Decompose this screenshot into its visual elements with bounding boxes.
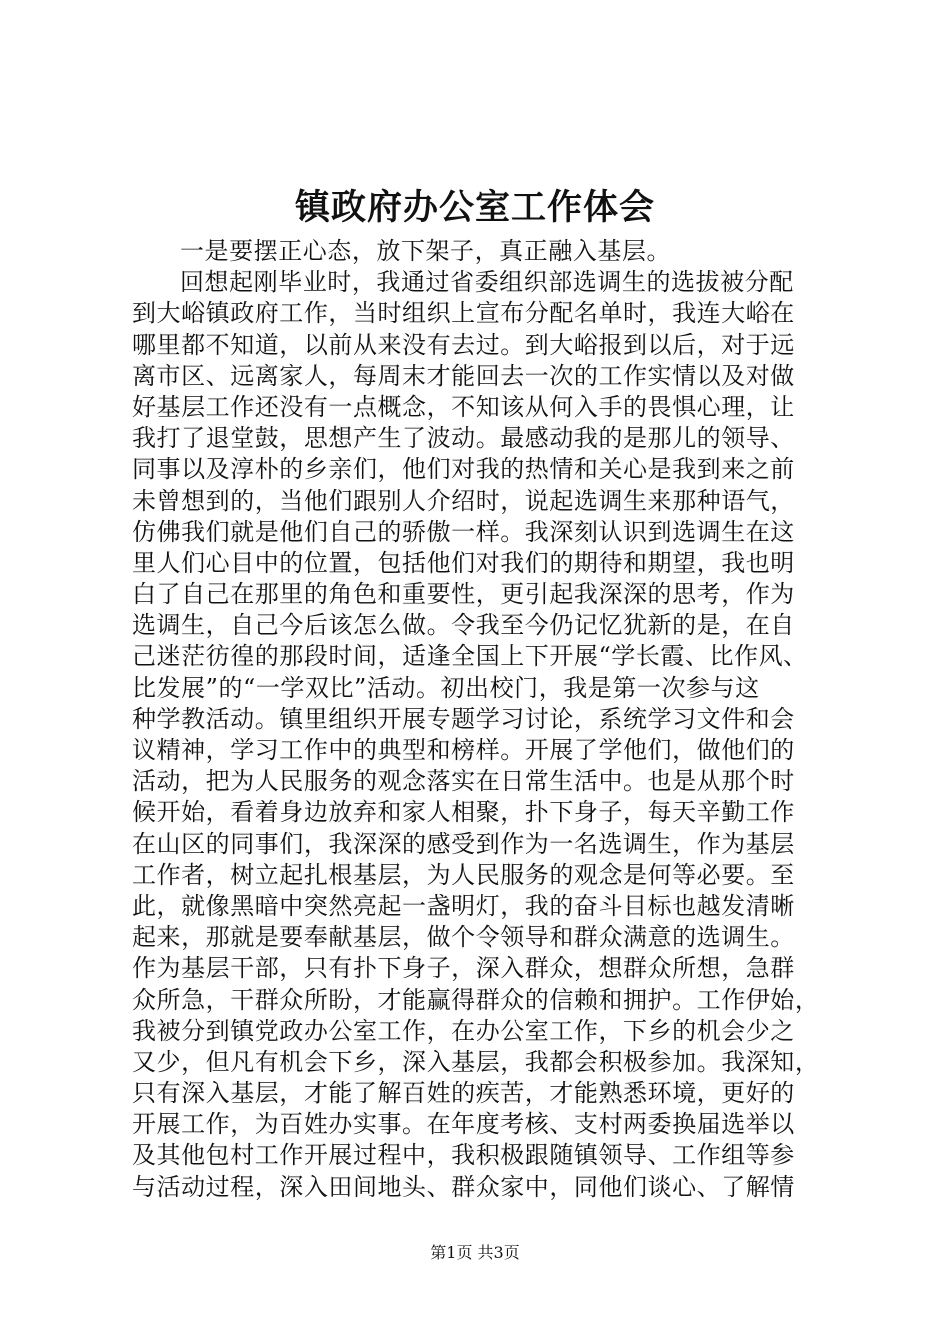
body-line: 只有深入基层，才能了解百姓的疾苦，才能熟悉环境，更好的 <box>132 1079 795 1108</box>
body-line: 议精神，学习工作中的典型和榜样。开展了学他们，做他们的 <box>132 736 795 764</box>
body-line: 工作者，树立起扎根基层，为人民服务的观念是何等必要。至 <box>132 860 795 889</box>
body-line: 候开始，看着身边放弃和家人相聚，扑下身子，每天辛勤工作 <box>132 798 795 827</box>
body-line: 哪里都不知道，以前从来没有去过。到大峪报到以后，对于远 <box>132 330 795 359</box>
body-line: 同事以及淳朴的乡亲们，他们对我的热情和关心是我到来之前 <box>132 455 795 484</box>
body-line: 到大峪镇政府工作，当时组织上宣布分配名单时，我连大峪在 <box>132 299 795 328</box>
body-line: 我被分到镇党政办公室工作，在办公室工作，下乡的机会少之 <box>132 1016 795 1045</box>
body-line: 里人们心目中的位置，包括他们对我们的期待和期望，我也明 <box>132 548 795 577</box>
body-line: 离市区、远离家人，每周末才能回去一次的工作实情以及对做 <box>132 361 795 390</box>
body-line: 仿佛我们就是他们自己的骄傲一样。我深刻认识到选调生在这 <box>132 517 795 546</box>
body-line: 开展工作，为百姓办实事。在年度考核、支村两委换届选举以 <box>132 1110 795 1139</box>
document-body <box>132 236 832 1203</box>
body-line: 未曾想到的，当他们跟别人介绍时，说起选调生来那种语气， <box>132 486 795 515</box>
page-number: 第1页 共3页 <box>430 1243 520 1262</box>
body-line: 回想起刚毕业时，我通过省委组织部选调生的选拔被分配 <box>180 268 794 297</box>
body-line: 白了自己在那里的角色和重要性，更引起我深深的思考，作为 <box>132 580 795 609</box>
body-line: 我打了退堂鼓，思想产生了波动。最感动我的是那儿的领导、 <box>132 424 795 453</box>
body-line: 一是要摆正心态，放下架子，真正融入基层。 <box>180 237 671 265</box>
document-title: 镇政府办公室工作体会 <box>294 187 655 228</box>
body-line: 在山区的同事们，我深深的感受到作为一名选调生，作为基层 <box>132 829 795 858</box>
body-line: 选调生，自己今后该怎么做。令我至今仍记忆犹新的是，在自 <box>132 611 795 640</box>
body-line: 作为基层干部，只有扑下身子，深入群众，想群众所想，急群 <box>132 954 795 983</box>
body-line: 比发展”的“一学双比”活动。初出校门，我是第一次参与这 <box>132 673 760 702</box>
body-line: 及其他包村工作开展过程中，我积极跟随镇领导、工作组等参 <box>132 1141 795 1170</box>
body-line: 众所急，干群众所盼，才能赢得群众的信赖和拥护。工作伊始， <box>132 985 820 1014</box>
body-line: 与活动过程，深入田间地头、群众家中，同他们谈心、了解情 <box>132 1172 795 1201</box>
page-footer <box>0 1242 950 1264</box>
body-line: 此，就像黑暗中突然亮起一盏明灯，我的奋斗目标也越发清晰 <box>132 891 795 920</box>
body-line: 又少，但凡有机会下乡，深入基层，我都会积极参加。我深知， <box>132 1047 820 1076</box>
body-line: 活动，把为人民服务的观念落实在日常生活中。也是从那个时 <box>132 767 795 796</box>
body-line: 己迷茫彷徨的那段时间，适逢全国上下开展“学长霞、比作风、 <box>132 642 808 671</box>
body-line: 起来，那就是要奉献基层，做个令领导和群众满意的选调生。 <box>132 923 795 952</box>
body-line: 好基层工作还没有一点概念，不知该从何入手的畏惧心理，让 <box>132 392 795 421</box>
body-line: 种学教活动。镇里组织开展专题学习讨论，系统学习文件和会 <box>132 704 795 733</box>
